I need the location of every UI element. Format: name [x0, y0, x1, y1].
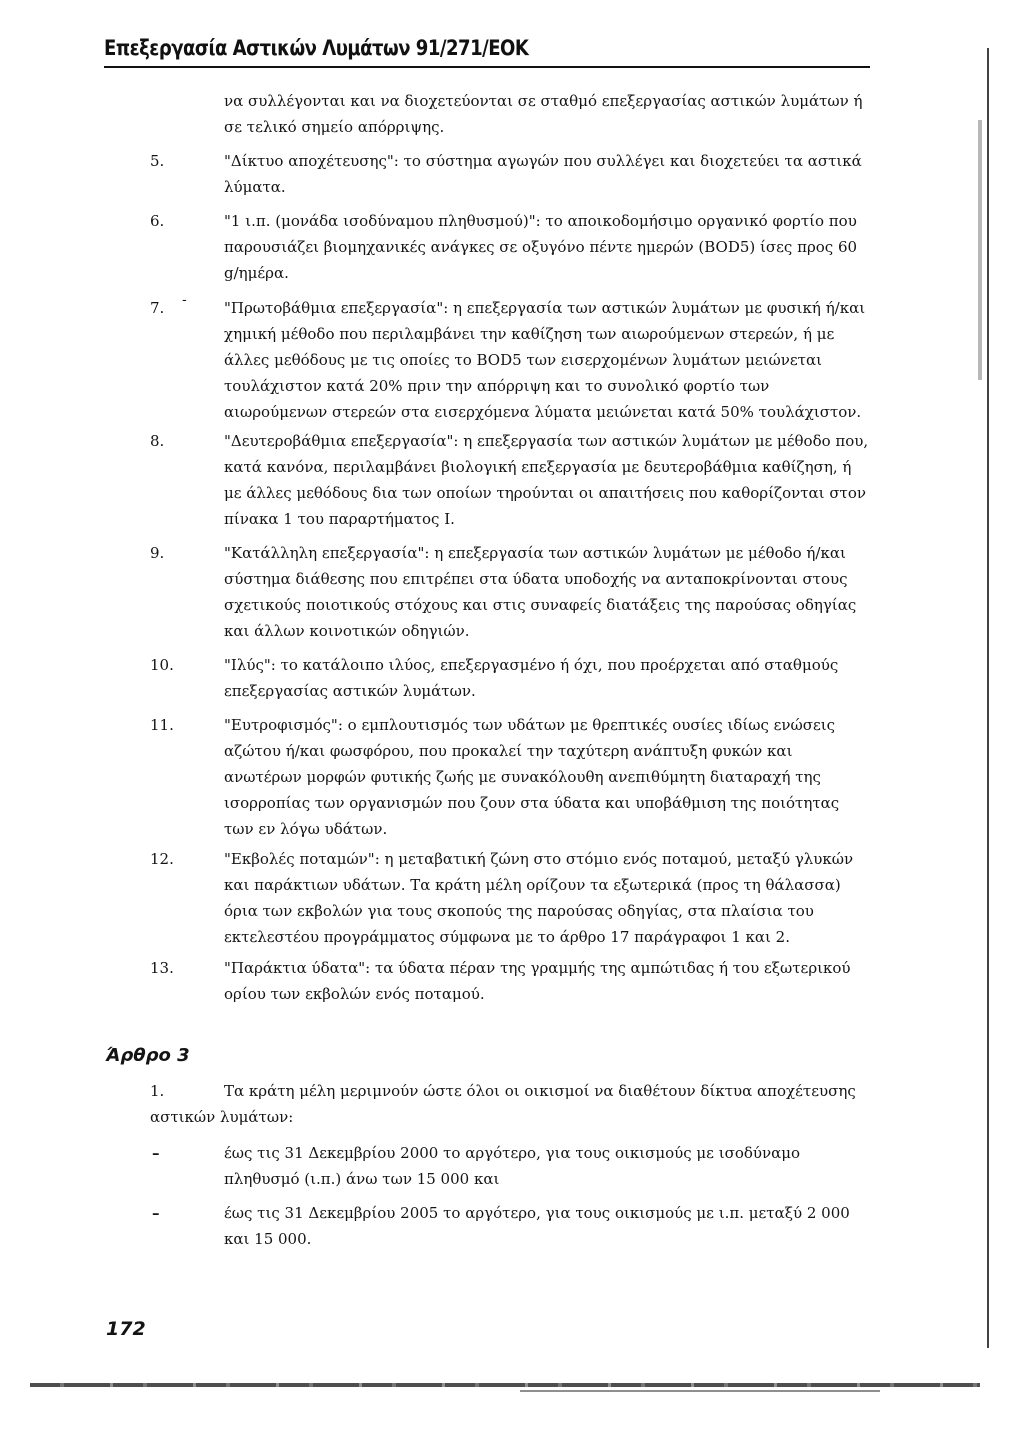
article-heading: Άρθρο 3: [106, 1045, 190, 1066]
bullet-dash: –: [152, 1204, 160, 1222]
definition-text: "Παράκτια ύδατα": τα ύδατα πέραν της γραμμής της αμπώτιδας ή του εξωτερικού ορίου των εκβολών ενός ποταμού.: [224, 959, 851, 1003]
bottom-scan-rule: [30, 1383, 980, 1387]
bullet-item-1: [150, 1140, 870, 1192]
definition-number: 10.: [150, 656, 174, 674]
definition-text: "Εκβολές ποταμών": η μεταβατική ζώνη στο στόμιο ενός ποταμού, μεταξύ γλυκών και παράκτιων υδάτων. Τα κράτη μέλη ορίζουν τα εξωτερικά (προς τη θάλασσα) όρια των εκβολών για τους σκοπούς της παρούσας οδηγίας, στα πλαίσια του εκτελεστέου προγράμματος σύμφωνα με το άρθρο 17 παράγραφοι 1 και 2.: [224, 850, 854, 946]
definition-number: 7.: [150, 299, 165, 317]
header-rule: [104, 66, 870, 68]
page-number: 172: [106, 1318, 146, 1340]
definition-item-12: [150, 846, 870, 950]
scan-edge-artifact-shadow: [978, 120, 982, 380]
definition-item-5: [150, 148, 870, 200]
definition-number: 13.: [150, 959, 174, 977]
definition-text: "1 ι.π. (μονάδα ισοδύναμου πληθυσμού)": το αποικοδομήσιμο οργανικό φορτίο που παρουσιάζει βιομηχανικές ανάγκες σε οξυγόνο πέντε ημερών (BOD5) ίσες προς 60 g/ημέρα.: [224, 212, 858, 282]
page-header-title: Επεξεργασία Αστικών Λυμάτων 91/271/ΕΟΚ: [104, 36, 529, 60]
article-paragraph-1: [150, 1078, 870, 1130]
definition-item-10: [150, 652, 870, 704]
definition-item-11: [150, 712, 870, 842]
definition-text: "Ευτροφισμός": ο εμπλουτισμός των υδάτων με θρεπτικές ουσίες ιδίως ενώσεις αζώτου ή/και φωσφόρου, που προκαλεί την ταχύτερη ανάπτυξη φυκών και ανωτέρων μορφών φυτικής ζωής με συνακόλουθη ανεπιθύμητη διαταραχή της ισορροπίας των οργανισμών που ζουν στα ύδατα και υποβάθμιση της ποιότητας των εν λόγω υδάτων.: [224, 716, 840, 838]
paragraph-text-line1: Τα κράτη μέλη μεριμνούν ώστε όλοι οι οικισμοί να διαθέτουν δίκτυα αποχέτευσης: [224, 1082, 856, 1100]
bottom-scan-rule-secondary: [520, 1390, 880, 1392]
scan-edge-artifact: [983, 48, 993, 1348]
definition-text: "Ιλύς": το κατάλοιπο ιλύος, επεξεργασμένο ή όχι, που προέρχεται από σταθμούς επεξεργασίας αστικών λυμάτων.: [224, 656, 839, 700]
definition-item-13: [150, 955, 870, 1007]
definition-number: 6.: [150, 212, 165, 230]
definition-text: "Δίκτυο αποχέτευσης": το σύστημα αγωγών που συλλέγει και διοχετεύει τα αστικά λύματα.: [224, 152, 862, 196]
definition-number: 11.: [150, 716, 174, 734]
definition-number: 12.: [150, 850, 174, 868]
definition-text: "Δευτεροβάθμια επεξεργασία": η επεξεργασία των αστικών λυμάτων με μέθοδο που, κατά κανόνα, περιλαμβάνει βιολογική επεξεργασία με δευτεροβάθμια καθίζηση, ή με άλλες μεθόδους δια των οποίων τηρούνται οι απαιτήσεις που καθορίζονται στον πίνακα 1 του παραρτήματος Ι.: [224, 432, 869, 528]
intro-text: να συλλέγονται και να διοχετεύονται σε σταθμό επεξεργασίας αστικών λυμάτων ή σε τελικό σημείο απόρριψης.: [224, 92, 863, 136]
definition-number: 8.: [150, 432, 165, 450]
definition-number: 9.: [150, 544, 165, 562]
paragraph-number: 1.: [150, 1082, 165, 1100]
definition-text: "Πρωτοβάθμια επεξεργασία": η επεξεργασία των αστικών λυμάτων με φυσική ή/και χημική μέθοδο που περιλαμβάνει την καθίζηση των αιωρούμενων στερεών, ή με άλλες μεθόδους με τις οποίες το BOD5 των εισερχομένων λυμάτων μειώνεται τουλάχιστον κατά 20% πριν την απόρριψη και το συνολικό φορτίο των αιωρούμενων στερεών στα εισερχόμενα λύματα μειώνεται κατά 50% τουλάχιστον.: [224, 299, 866, 421]
definition-text: "Κατάλληλη επεξεργασία": η επεξεργασία των αστικών λυμάτων με μέθοδο ή/και σύστημα διάθεσης που επιτρέπει στα ύδατα υποδοχής να ανταποκρίνονται στους σχετικούς ποιοτικούς στόχους και στις συναφείς διατάξεις της παρούσας οδηγίας και άλλων κοινοτικών οδηγιών.: [224, 544, 857, 640]
scan-dash-mark: -: [182, 292, 187, 308]
definition-item-7: [150, 295, 870, 425]
bullet-text: έως τις 31 Δεκεμβρίου 2005 το αργότερο, για τους οικισμούς με ι.π. μεταξύ 2 000 και 15 000.: [224, 1204, 850, 1248]
definition-item-6: [150, 208, 870, 286]
definition-number: 5.: [150, 152, 165, 170]
bullet-dash: –: [152, 1144, 160, 1162]
definition-item-9: [150, 540, 870, 644]
intro-continuation: [150, 88, 870, 140]
definition-item-8: [150, 428, 870, 532]
bullet-item-2: [150, 1200, 870, 1252]
paragraph-text-line2: αστικών λυμάτων:: [150, 1108, 294, 1126]
bullet-text: έως τις 31 Δεκεμβρίου 2000 το αργότερο, για τους οικισμούς με ισοδύναμο πληθυσμό (ι.π.) άνω των 15 000 και: [224, 1144, 801, 1188]
